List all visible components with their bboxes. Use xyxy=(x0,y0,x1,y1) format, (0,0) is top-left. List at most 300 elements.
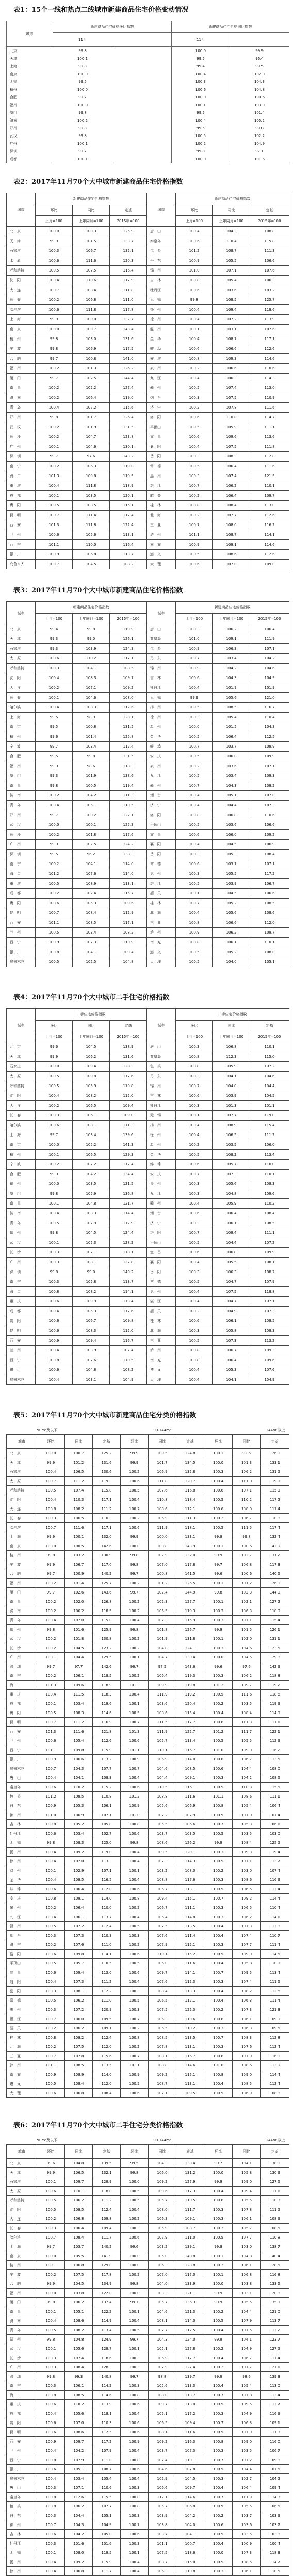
value-cell: 110.1 xyxy=(65,2187,93,2196)
value-cell: 100.2 xyxy=(176,511,213,520)
value-cell: 100.0 xyxy=(176,722,213,732)
value-cell: 106.3 xyxy=(233,1606,261,1616)
value-cell: 106.5 xyxy=(149,2418,176,2428)
value-cell: 100.3 xyxy=(204,1875,233,1885)
value-cell: 100.1 xyxy=(36,1150,73,1160)
city-cell: 昆 明 xyxy=(7,2428,37,2437)
value-cell: 99.8 xyxy=(53,124,112,132)
value-cell: 105.3 xyxy=(213,1365,250,1375)
table-row xyxy=(7,227,289,236)
table-row xyxy=(7,1277,289,1287)
value-cell: 100.5 xyxy=(204,2428,233,2437)
table-row xyxy=(7,1783,289,1792)
city-cell: 安 庆 xyxy=(147,1170,176,1179)
city-cell: 深 圳 xyxy=(7,452,36,462)
table-row xyxy=(7,1551,289,1560)
table-row xyxy=(7,1866,289,1875)
table-row xyxy=(7,624,289,634)
value-cell: 100.6 xyxy=(233,1541,261,1551)
value-cell: 142.6 xyxy=(93,1662,121,1671)
value-cell: 100.3 xyxy=(37,2539,65,2548)
value-cell: 111.8 xyxy=(73,520,110,530)
city-cell: 遵 义 xyxy=(147,1365,176,1375)
value-cell: 112.3 xyxy=(176,1977,204,1987)
city-cell: 南 京 xyxy=(7,2251,37,2261)
value-cell: 107.9 xyxy=(233,2428,261,2437)
value-cell: 107.0 xyxy=(176,2446,204,2455)
value-cell: 100.2 xyxy=(121,1467,149,1477)
value-cell: 100.1 xyxy=(37,2261,65,2270)
city-cell: 南 京 xyxy=(7,1140,36,1150)
city-cell: 扬 州 xyxy=(147,703,176,713)
table-row xyxy=(7,2205,289,2214)
value-cell: 100.9 xyxy=(37,2070,65,2079)
table1-group2-header: 新建商品住宅价格同比指数 xyxy=(172,21,289,33)
value-cell: 110.5 xyxy=(149,1783,176,1792)
value-cell: 101.6 xyxy=(65,2539,93,2548)
value-cell: 106.9 xyxy=(149,1467,176,1477)
city-cell: 唐 山 xyxy=(7,2483,37,2493)
value-cell: 110.8 xyxy=(261,1514,289,1523)
value-cell: 109.0 xyxy=(233,2070,261,2079)
city-cell: 大 连 xyxy=(7,2214,37,2224)
value-cell: 100.3 xyxy=(121,2353,149,2363)
value-cell: 99.8 xyxy=(121,1625,149,1634)
city-cell: 牡丹江 xyxy=(7,2539,37,2548)
value-cell: 100.6 xyxy=(37,1736,65,1745)
city-cell: 徐 州 xyxy=(147,713,176,722)
value-cell: 103.4 xyxy=(213,654,250,664)
value-cell: 99.9 xyxy=(36,761,73,771)
city-cell: 九 江 xyxy=(147,374,176,383)
value-cell: 99.7 xyxy=(36,742,73,752)
value-cell: 100.6 xyxy=(121,1477,149,1486)
value-cell: 113.3 xyxy=(93,1857,121,1866)
value-cell: 113.7 xyxy=(110,550,147,560)
value-cell: 108.4 xyxy=(149,1987,176,1996)
value-cell: 117.8 xyxy=(110,305,147,315)
city-cell: 长 沙 xyxy=(7,2353,37,2363)
value-cell: 115.4 xyxy=(176,1708,204,1718)
table-row xyxy=(7,2428,289,2437)
value-cell: 103.5 xyxy=(213,1140,250,1150)
value-cell: 100.3 xyxy=(36,246,73,256)
value-cell: 99.7 xyxy=(204,1560,233,1569)
value-cell: 100.0 xyxy=(53,86,112,93)
value-cell: 99.6 xyxy=(37,2159,65,2168)
value-cell: 100.7 xyxy=(176,520,213,530)
value-cell: 114.0 xyxy=(110,859,147,869)
value-cell: 105.1 xyxy=(65,2307,93,2316)
value-cell: 100.5 xyxy=(204,1690,233,1699)
value-cell: 117.2 xyxy=(93,2437,121,2446)
city-cell: 成 都 xyxy=(7,889,36,899)
table-row xyxy=(7,354,289,364)
value-cell: 99.7 xyxy=(121,1662,149,1671)
value-cell: 125.3 xyxy=(110,820,147,830)
value-cell: 117.7 xyxy=(176,1718,204,1727)
value-cell: 103.5 xyxy=(233,1699,261,1708)
city-cell: 杭 州 xyxy=(7,732,36,742)
value-cell: 100.3 xyxy=(204,1848,233,1857)
value-cell: 138.9 xyxy=(110,1042,147,1052)
value-cell: 117.2 xyxy=(176,2409,204,2418)
table-row xyxy=(7,1228,289,1238)
table-row xyxy=(7,266,289,276)
value-cell: 114.0 xyxy=(93,1894,121,1903)
value-cell: 124.9 xyxy=(93,2335,121,2344)
value-cell: 106.2 xyxy=(65,2196,93,2205)
value-cell: 128.9 xyxy=(93,2177,121,2187)
value-cell: 104.3 xyxy=(230,78,289,86)
value-cell: 106.8 xyxy=(213,810,250,820)
value-cell: 115.8 xyxy=(250,236,289,246)
value-cell: 100.4 xyxy=(176,1121,213,1130)
value-cell: 105.2 xyxy=(213,947,250,957)
value-cell: 100.0 xyxy=(53,70,112,78)
value-cell: 99.9 xyxy=(37,2279,65,2289)
value-cell: 100.3 xyxy=(204,2205,233,2214)
city-cell: 大 理 xyxy=(147,1375,176,1385)
value-cell: 100.7 xyxy=(204,2493,233,2502)
value-cell: 102.2 xyxy=(73,383,110,393)
city-cell: 北 海 xyxy=(7,2042,37,2052)
city-cell: 济 南 xyxy=(7,393,36,403)
value-cell: 134.5 xyxy=(176,1458,204,1467)
value-cell: 100.2 xyxy=(176,761,213,771)
value-cell: 105.3 xyxy=(213,850,250,859)
value-cell: 103.3 xyxy=(149,2289,176,2298)
value-cell: 100.6 xyxy=(121,2089,149,2098)
table5-section xyxy=(0,1405,295,2098)
value-cell: 130.9 xyxy=(93,1551,121,1560)
value-cell: 100.5 xyxy=(176,1277,213,1287)
value-cell: 100.4 xyxy=(36,1346,73,1355)
city-cell: 北 京 xyxy=(7,1449,37,1458)
value-cell: 100.4 xyxy=(172,70,230,78)
value-cell: 108.5 xyxy=(233,2079,261,2089)
value-cell: 109.7 xyxy=(233,1681,261,1690)
table-row xyxy=(7,2224,289,2233)
value-cell: 107.6 xyxy=(149,1486,176,1495)
value-cell: 100.4 xyxy=(172,116,230,124)
value-cell: 104.9 xyxy=(213,1307,250,1316)
value-cell: 122.7 xyxy=(176,1727,204,1736)
table6-caption: 表6：2017年11月70个大中城市二手住宅分类价格指数 xyxy=(13,2122,183,2129)
value-cell: 99.9 xyxy=(204,1838,233,1848)
value-cell: 98.9 xyxy=(73,713,110,722)
value-cell: 109.2 xyxy=(110,683,147,693)
table-row xyxy=(7,2014,289,2024)
table-row xyxy=(7,1616,289,1625)
value-cell: 107.1 xyxy=(73,683,110,693)
city-cell: 呼和浩特 xyxy=(7,1081,36,1091)
value-cell: 107.0 xyxy=(65,2418,93,2428)
table-row xyxy=(7,859,289,869)
value-cell: 100.3 xyxy=(204,1616,233,1625)
value-cell: 101.2 xyxy=(149,1579,176,1588)
value-cell: 103.6 xyxy=(213,761,250,771)
table-row xyxy=(7,109,289,116)
value-cell: 107.3 xyxy=(233,2005,261,2014)
value-cell: 100.4 xyxy=(121,1495,149,1504)
value-cell: 106.7 xyxy=(73,1316,110,1326)
value-cell: 107.3 xyxy=(213,1170,250,1179)
value-cell: 109.2 xyxy=(233,1894,261,1903)
value-cell: 101.7 xyxy=(73,413,110,422)
city-cell: 锦 州 xyxy=(147,266,176,276)
value-cell: 111.2 xyxy=(65,1477,93,1486)
table-row xyxy=(7,1912,289,1922)
value-cell: 99.5 xyxy=(172,109,230,116)
table3-base-sub-2: 2015年=100 xyxy=(250,614,289,624)
value-cell: 100.4 xyxy=(176,1258,213,1267)
value-cell: 111.2 xyxy=(93,1504,121,1514)
value-cell: 105.7 xyxy=(149,2196,176,2205)
table-row xyxy=(7,78,289,86)
value-cell: 100.9 xyxy=(65,1569,93,1579)
value-cell: 100.8 xyxy=(176,276,213,285)
value-cell: 106.2 xyxy=(233,1671,261,1681)
city-cell: 宜 昌 xyxy=(147,1248,176,1258)
value-cell: 105.6 xyxy=(65,2344,93,2353)
value-cell: 132.1 xyxy=(93,2168,121,2177)
value-cell: 108.4 xyxy=(93,2089,121,2098)
value-cell: 99.6 xyxy=(121,2242,149,2251)
value-cell: 113.7 xyxy=(93,1912,121,1922)
value-cell: 104.8 xyxy=(65,2335,93,2344)
value-cell: 126.0 xyxy=(261,1449,289,1458)
value-cell: 104.5 xyxy=(73,560,110,569)
value-cell: 100.1 xyxy=(204,1541,233,1551)
value-cell: 115.8 xyxy=(93,1486,121,1495)
value-cell: 99.9 xyxy=(121,1449,149,1458)
city-cell: 成 都 xyxy=(7,2409,37,2418)
city-cell: 厦 门 xyxy=(7,2298,37,2307)
value-cell: 101.6 xyxy=(65,1625,93,1634)
value-cell: 107.9 xyxy=(65,2455,93,2465)
table-row xyxy=(7,879,289,889)
value-cell: 113.5 xyxy=(93,2061,121,2070)
value-cell: 107.3 xyxy=(233,1922,261,1931)
city-cell: 上 海 xyxy=(7,1130,36,1140)
value-cell: 107.2 xyxy=(213,315,250,325)
table5-yoy-header-b: 同比 xyxy=(149,1435,176,1449)
value-cell: 100.2 xyxy=(37,2024,65,2033)
value-cell: 100.2 xyxy=(121,1579,149,1588)
city-cell: 银 川 xyxy=(7,1365,36,1375)
value-cell: 106.6 xyxy=(250,889,289,899)
value-cell: 106.3 xyxy=(73,462,110,471)
value-cell: 106.5 xyxy=(65,1467,93,1477)
table-row xyxy=(7,2493,289,2502)
value-cell: 100.4 xyxy=(121,1977,149,1987)
value-cell: 106.1 xyxy=(213,938,250,947)
city-cell: 桂 林 xyxy=(147,501,176,511)
value-cell: 100.9 xyxy=(121,2070,149,2079)
value-cell: 101.2 xyxy=(233,1579,261,1588)
value-cell: 104.7 xyxy=(213,1297,250,1307)
city-cell: 西 宁 xyxy=(7,2455,37,2465)
value-cell xyxy=(112,86,172,93)
value-cell: 110.1 xyxy=(250,938,289,947)
value-cell: 110.2 xyxy=(65,1783,93,1792)
city-cell: 蚌 埠 xyxy=(147,344,176,354)
table2-yoy-header-2: 同比 xyxy=(213,205,250,216)
value-cell: 106.3 xyxy=(233,1996,261,2005)
value-cell: 99.9 xyxy=(121,1532,149,1541)
city-cell: 杭 州 xyxy=(7,334,36,344)
value-cell: 100.2 xyxy=(36,1101,73,1111)
value-cell: 100.4 xyxy=(36,403,73,413)
value-cell: 101.3 xyxy=(213,1101,250,1111)
value-cell: 100.5 xyxy=(176,947,213,957)
value-cell: 104.8 xyxy=(233,2251,261,2261)
value-cell: 104.4 xyxy=(65,2511,93,2520)
city-cell: 南 昌 xyxy=(7,383,36,393)
value-cell: 108.5 xyxy=(250,1316,289,1326)
city-cell: 哈尔滨 xyxy=(7,2233,37,2242)
value-cell: 114.1 xyxy=(250,530,289,540)
city-cell: 乌鲁木齐 xyxy=(7,1375,36,1385)
value-cell: 105.7 xyxy=(233,2224,261,2233)
value-cell: 101.0 xyxy=(37,1810,65,1820)
value-cell: 100.8 xyxy=(37,2455,65,2465)
value-cell: 104.8 xyxy=(73,1199,110,1209)
value-cell: 118.5 xyxy=(93,1671,121,1681)
table6-unit-right: 144m²以上 xyxy=(266,2138,285,2142)
value-cell: 106.7 xyxy=(233,1755,261,1764)
city-cell: 吉 林 xyxy=(147,276,176,285)
value-cell: 109.1 xyxy=(93,2024,121,2033)
city-cell: 南 充 xyxy=(147,540,176,550)
value-cell: 99.6 xyxy=(36,1042,73,1052)
value-cell: 108.6 xyxy=(213,550,250,560)
value-cell: 104.2 xyxy=(213,664,250,673)
value-cell: 129.8 xyxy=(93,2261,121,2270)
table-row xyxy=(7,1820,289,1829)
city-cell: 西 安 xyxy=(7,918,36,928)
value-cell: 108.9 xyxy=(65,2070,93,2079)
table-row xyxy=(7,2187,289,2196)
value-cell: 107.5 xyxy=(65,2270,93,2279)
table-row xyxy=(7,2502,289,2511)
value-cell: 100.3 xyxy=(176,1326,213,1336)
value-cell: 111.6 xyxy=(250,403,289,413)
value-cell: 140.2 xyxy=(110,1267,147,1277)
value-cell: 104.9 xyxy=(250,673,289,683)
value-cell: 114.6 xyxy=(250,540,289,550)
value-cell: 130.8 xyxy=(93,1634,121,1643)
value-cell: 100.9 xyxy=(121,1755,149,1764)
table-row xyxy=(7,1801,289,1810)
city-cell: 贵 阳 xyxy=(7,501,36,511)
value-cell: 97.5 xyxy=(149,1662,176,1671)
value-cell: 134.9 xyxy=(93,2279,121,2289)
value-cell: 113.4 xyxy=(250,1150,289,1160)
value-cell: 100.4 xyxy=(176,840,213,850)
city-cell: 丹 东 xyxy=(7,1801,37,1810)
table-row xyxy=(7,364,289,374)
value-cell: 104.1 xyxy=(213,1072,250,1081)
city-cell: 烟 台 xyxy=(147,1209,176,1218)
value-cell: 110.1 xyxy=(149,1950,176,1959)
value-cell: 142.9 xyxy=(261,1541,289,1551)
table4-mom-sub-2: 上月=100 xyxy=(176,1031,213,1042)
city-cell: 桂 林 xyxy=(7,2033,37,2042)
value-cell: 106.2 xyxy=(65,1996,93,2005)
value-cell: 100.8 xyxy=(121,2493,149,2502)
value-cell: 107.5 xyxy=(213,442,250,452)
value-cell: 111.6 xyxy=(261,1977,289,1987)
value-cell: 112.9 xyxy=(110,908,147,918)
value-cell: 111.8 xyxy=(73,305,110,315)
value-cell: 100.4 xyxy=(121,1912,149,1922)
city-cell: 九 江 xyxy=(7,1912,37,1922)
value-cell: 99.9 xyxy=(37,1560,65,1569)
city-cell: 宜 昌 xyxy=(7,1968,37,1977)
value-cell xyxy=(112,116,172,124)
table-row xyxy=(7,305,289,315)
table-row xyxy=(7,644,289,654)
value-cell: 125.7 xyxy=(250,295,289,305)
value-cell: 103.7 xyxy=(213,742,250,752)
table-row xyxy=(7,1894,289,1903)
value-cell: 101.9 xyxy=(250,683,289,693)
table-row xyxy=(7,2455,289,2465)
value-cell: 106.5 xyxy=(65,2168,93,2177)
city-cell: 银 川 xyxy=(7,2465,37,2474)
table4-body xyxy=(7,1042,289,1385)
value-cell: 100.6 xyxy=(176,344,213,354)
value-cell: 100.6 xyxy=(36,530,73,540)
value-cell: 100.7 xyxy=(37,1477,65,1486)
value-cell: 101.2 xyxy=(121,1792,149,1801)
table1-group1-header: 新建商品住宅价格环比指数 xyxy=(53,21,172,33)
value-cell: 100.3 xyxy=(176,1218,213,1228)
table4-caption: 表4：2017年11月70个大中城市二手住宅价格指数 xyxy=(13,994,170,1002)
value-cell: 109.6 xyxy=(250,1189,289,1199)
value-cell: 100.5 xyxy=(121,1708,149,1718)
city-cell: 长 春 xyxy=(7,1514,37,1523)
value-cell: 107.2 xyxy=(65,1922,93,1931)
value-cell: 104.5 xyxy=(213,840,250,850)
value-cell: 105.9 xyxy=(213,1062,250,1072)
value-cell: 108.3 xyxy=(65,1838,93,1848)
table-row xyxy=(7,315,289,325)
city-cell: 贵 阳 xyxy=(7,1316,36,1326)
value-cell: 104.9 xyxy=(93,2520,121,2530)
value-cell: 117.1 xyxy=(261,2187,289,2196)
value-cell: 104.0 xyxy=(176,2520,204,2530)
value-cell: 99.8 xyxy=(36,1267,73,1277)
city-cell: 重 庆 xyxy=(7,879,36,889)
value-cell: 111.6 xyxy=(176,1959,204,1968)
value-cell: 107.1 xyxy=(250,761,289,771)
value-cell: 114.6 xyxy=(250,354,289,364)
value-cell: 107.3 xyxy=(65,1977,93,1987)
value-cell: 100.2 xyxy=(204,2005,233,2014)
value-cell: 104.3 xyxy=(149,2335,176,2344)
value-cell: 100.6 xyxy=(36,899,73,908)
value-cell: 105.5 xyxy=(233,1736,261,1745)
value-cell: 108.5 xyxy=(73,501,110,511)
city-cell: 襄 阳 xyxy=(7,1977,37,1987)
value-cell: 110.1 xyxy=(250,1042,289,1052)
value-cell: 109.8 xyxy=(73,1072,110,1081)
value-cell: 99.0 xyxy=(73,634,110,644)
city-cell: 广 州 xyxy=(7,442,36,452)
